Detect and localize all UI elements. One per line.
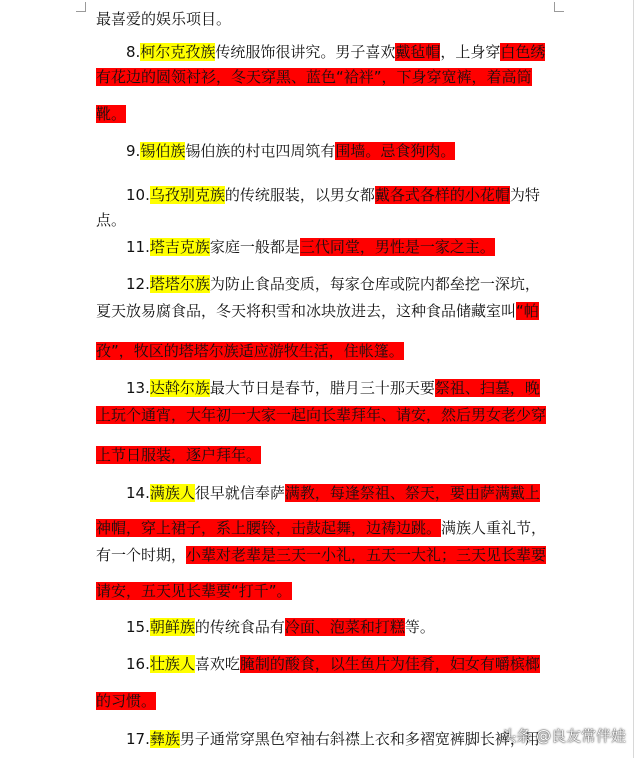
text-run: 点。 [96, 211, 127, 229]
red-highlight-text: 孜”，牧区的塔塔尔族适应游牧生活，住帐篷。 [96, 342, 404, 360]
text-run: 11. [126, 238, 150, 256]
margin-corner-mark [554, 2, 564, 12]
text-run: 喜欢吃 [194, 655, 240, 673]
yellow-highlight-text: 满族人 [149, 484, 195, 502]
document-line [96, 101, 126, 127]
red-highlight-text: 白色绣 [500, 43, 546, 61]
text-run: 15. [126, 618, 150, 636]
text-run: 夏天放易腐食品，冬天将积雪和冰块放进去，这种食品储藏室叫 [96, 302, 517, 320]
red-highlight-text: 有花边的圆领衬衫，冬天穿黑、蓝色“袷袢”，下身穿宽裤，着高筒 [96, 68, 532, 86]
document-line [126, 651, 540, 677]
red-highlight-text: 戴各式各样的小花帽 [374, 186, 510, 204]
text-run: 最喜爱的娱乐项目。 [96, 10, 232, 28]
yellow-highlight-text: 锡伯族 [140, 142, 186, 160]
text-run: 9. [126, 142, 141, 160]
red-highlight-text: 请安，五天见长辈要“打千”。 [96, 582, 292, 600]
document-line [96, 207, 126, 233]
document-line [126, 234, 495, 260]
yellow-highlight-text: 乌孜别克族 [149, 186, 225, 204]
document-line [126, 138, 455, 164]
red-highlight-text: 的习惯。 [96, 692, 157, 710]
window-edge [633, 0, 634, 758]
text-run: 16. [126, 655, 150, 673]
yellow-highlight-text: 塔塔尔族 [149, 275, 210, 293]
text-run: 很早就信奉萨 [194, 484, 285, 502]
text-run: 传统服饰很讲究。男子喜欢 [215, 43, 396, 61]
text-run: ，上身穿 [440, 43, 501, 61]
document-line [126, 480, 540, 506]
text-run: 12. [126, 275, 150, 293]
yellow-highlight-text: 壮族人 [149, 655, 195, 673]
red-highlight-text: 靴。 [96, 105, 127, 123]
text-run: 锡伯族的村屯四周筑有 [185, 142, 336, 160]
text-run: 等。 [404, 618, 435, 636]
document-line [96, 64, 532, 90]
document-line [96, 515, 546, 541]
document-line [126, 375, 540, 401]
red-highlight-text: 神帽，穿上裙子，系上腰铃，击鼓起舞，边祷边跳。 [96, 519, 442, 537]
yellow-highlight-text: 朝鲜族 [149, 618, 195, 636]
document-line [96, 338, 404, 364]
text-run: 17. [126, 730, 150, 748]
document-line [126, 182, 540, 208]
yellow-highlight-text: 达斡尔族 [149, 379, 210, 397]
text-run: 满族人重礼节， [441, 519, 547, 537]
red-highlight-text: 上节日服装，逐户拜年。 [96, 446, 262, 464]
red-highlight-text: 小辈对老辈是三天一小礼，五天一大礼；三天见长辈要 [186, 546, 547, 564]
red-highlight-text: 祭祖、扫墓，晚 [434, 379, 540, 397]
red-highlight-text: 上玩个通宵，大年初一大家一起向长辈拜年、请安，然后男女老少穿 [96, 406, 547, 424]
text-run: 8. [126, 43, 141, 61]
yellow-highlight-text: 彝族 [149, 730, 180, 748]
document-line [96, 6, 231, 32]
red-highlight-text: 围墙。忌食狗肉。 [335, 142, 456, 160]
red-highlight-text: 满教，每逢祭祖、祭天，要由萨满戴上 [284, 484, 540, 502]
text-run: 家庭一般都是 [209, 238, 300, 256]
yellow-highlight-text: 塔吉克族 [149, 238, 210, 256]
watermark: 头条 @良友常伴娃 [501, 727, 626, 745]
red-highlight-text: “帕 [516, 302, 539, 320]
margin-corner-mark [76, 2, 86, 12]
red-highlight-text: 戴毡帽 [395, 43, 441, 61]
text-run: 13. [126, 379, 150, 397]
red-highlight-text: 腌制的酸食，以生鱼片为佳肴，妇女有嚼槟榔 [239, 655, 540, 673]
text-run: 的传统服装，以男女都 [224, 186, 375, 204]
document-line [126, 271, 540, 297]
text-run: 为防止食品变质，每家仓库或院内都垒挖一深坑， [209, 275, 540, 293]
document-line [96, 688, 156, 714]
yellow-highlight-text: 柯尔克孜族 [140, 43, 216, 61]
document-line [126, 614, 435, 640]
red-highlight-text: 三代同堂，男性是一家之主。 [299, 238, 495, 256]
document-line [96, 402, 546, 428]
document-line [96, 298, 539, 324]
document-line [96, 578, 292, 604]
document-line [126, 726, 540, 752]
document-line [96, 442, 261, 468]
text-run: 为特 [509, 186, 540, 204]
text-run: 14. [126, 484, 150, 502]
document-line [96, 542, 546, 568]
text-run: 最大节日是春节，腊月三十那天要 [209, 379, 435, 397]
text-run: 10. [126, 186, 150, 204]
text-run: 男子通常穿黑色窄袖右斜襟上衣和多褶宽裤脚长裤，用 [179, 730, 540, 748]
document-line [126, 39, 545, 65]
red-highlight-text: 冷面、泡菜和打糕 [284, 618, 405, 636]
text-run: 的传统食品有 [194, 618, 285, 636]
text-run: 有一个时期， [96, 546, 187, 564]
